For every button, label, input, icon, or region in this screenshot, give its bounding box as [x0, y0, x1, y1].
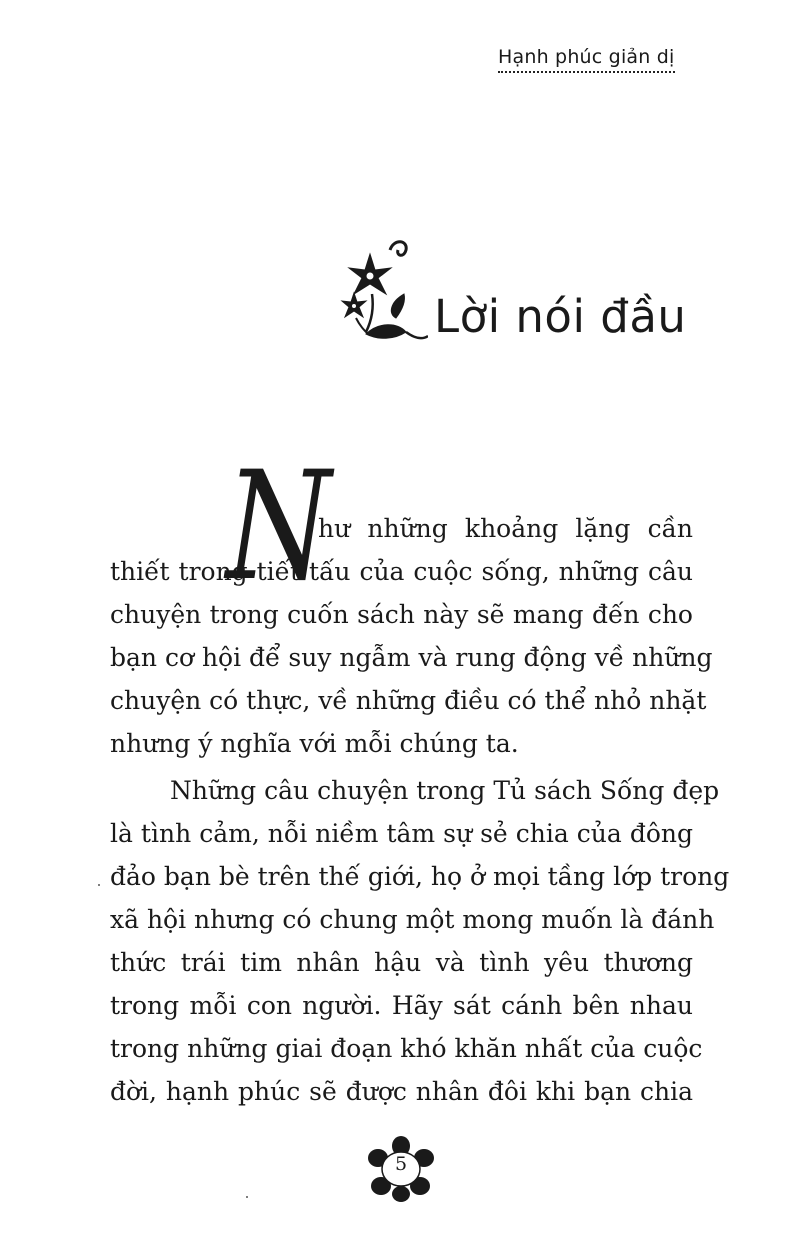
drop-cap: N — [226, 440, 331, 614]
paragraph-line: trong những giai đoạn khó khăn nhất của cuộc — [110, 1034, 703, 1063]
paragraph-line: thức trái tim nhân hậu và tình yêu thương — [110, 948, 693, 977]
paragraph-line: đảo bạn bè trên thế giới, họ ở mọi tầng lớp trong — [110, 862, 730, 891]
paragraph-line: chuyện trong cuốn sách này sẽ mang đến cho — [110, 600, 693, 629]
paragraph-line: bạn cơ hội để suy ngẫm và rung động về những — [110, 643, 713, 672]
paper-speck — [98, 884, 100, 886]
paragraph-line: hư những khoảng lặng cần — [318, 514, 693, 543]
page-number: 5 — [394, 1153, 408, 1175]
flower-ornament-icon — [332, 236, 428, 344]
paragraph-line: Những câu chuyện trong Tủ sách Sống đẹp — [170, 776, 720, 805]
paragraph-line: xã hội nhưng có chung một mong muốn là đánh — [110, 905, 715, 934]
paragraph-line: là tình cảm, nỗi niềm tâm sự sẻ chia của đông — [110, 819, 693, 848]
paper-speck — [246, 1196, 248, 1198]
chapter-title: Lời nói đầu — [434, 290, 687, 343]
paragraph-line: đời, hạnh phúc sẽ được nhân đôi khi bạn chia — [110, 1077, 693, 1106]
paragraph-line: nhưng ý nghĩa với mỗi chúng ta. — [110, 729, 519, 758]
paragraph-line: trong mỗi con người. Hãy sát cánh bên nhau — [110, 991, 693, 1020]
paragraph-line: chuyện có thực, về những điều có thể nhỏ nhặt — [110, 686, 707, 715]
running-header: Hạnh phúc giản dị — [498, 46, 675, 73]
paragraph-line: thiết trong tiết tấu của cuộc sống, những câu — [110, 557, 693, 586]
